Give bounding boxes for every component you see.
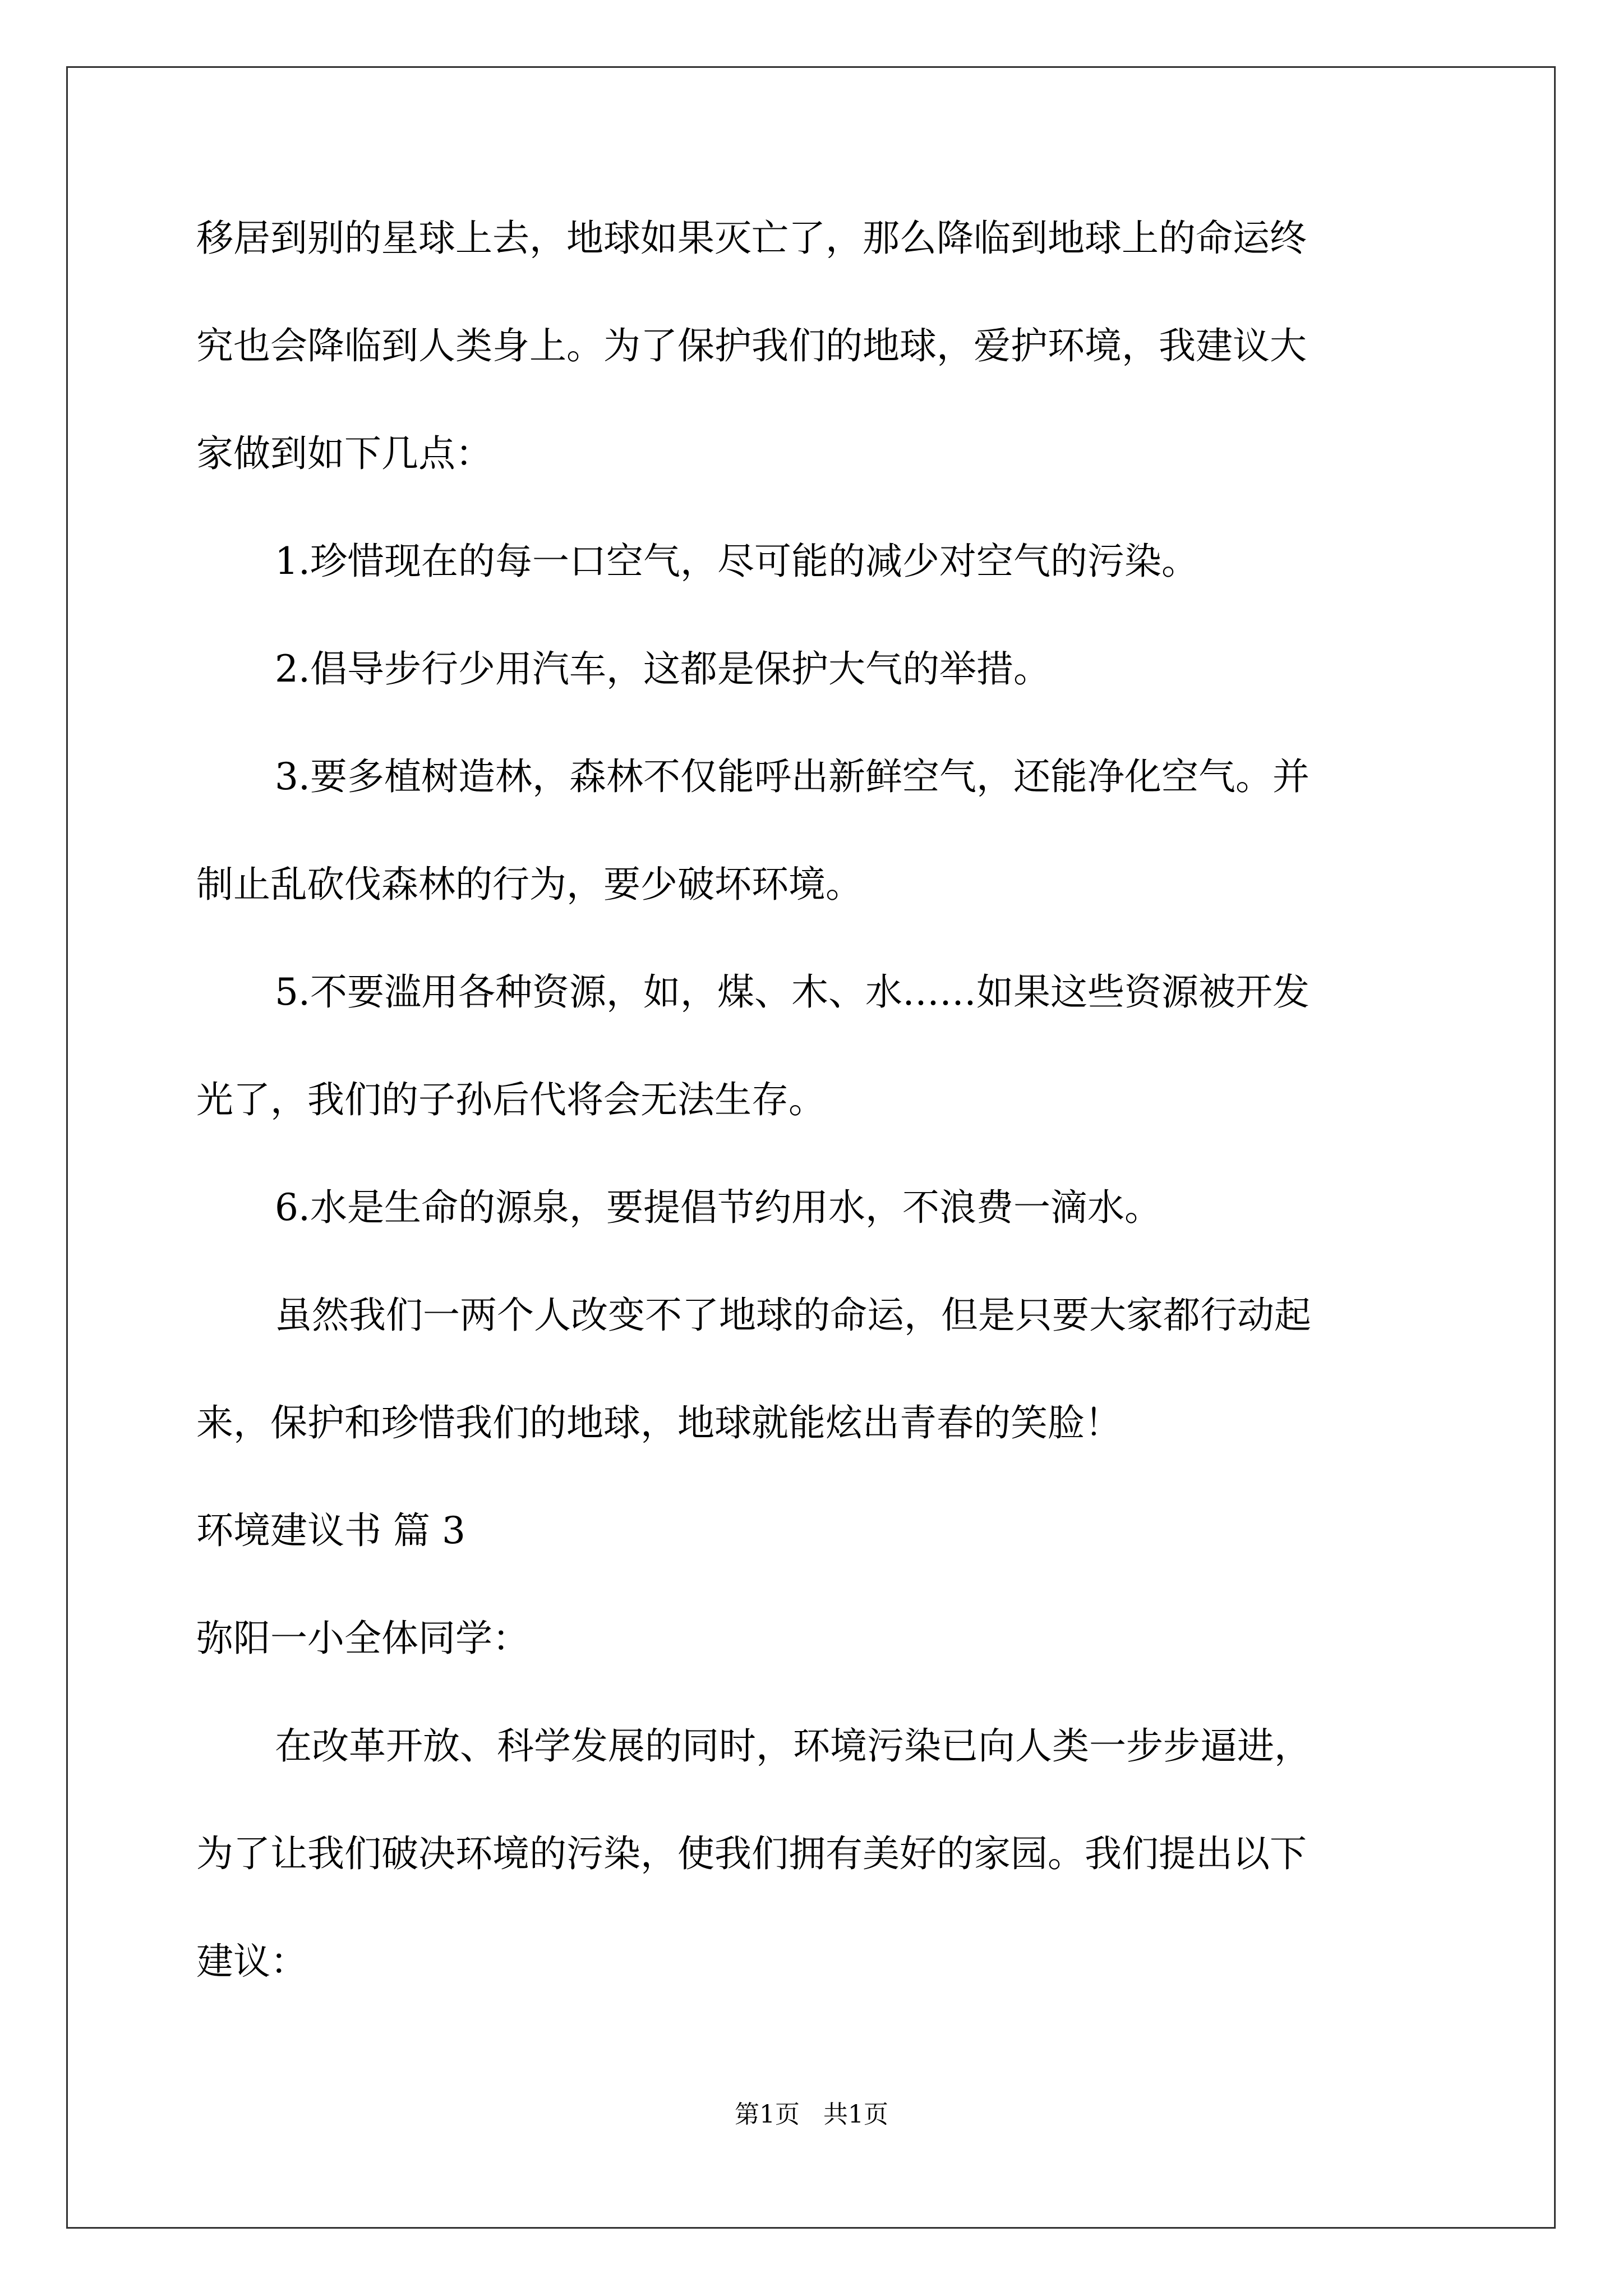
page-border	[66, 66, 1556, 2229]
list-item: 2.倡导步行少用汽车，这都是保护大气的举措。	[275, 647, 1050, 691]
list-item: 1.珍惜现在的每一口空气，尽可能的减少对空气的污染。	[275, 540, 1198, 583]
salutation: 弥阳一小全体同学：	[196, 1617, 529, 1660]
text-line: 制止乱砍伐森林的行为，要少破坏环境。	[196, 863, 863, 906]
list-item: 5.不要滥用各种资源，如，煤、木、水……如果这些资源被开发	[275, 970, 1310, 1014]
text-line: 家做到如下几点：	[196, 432, 492, 475]
text-line: 移居到别的星球上去，地球如果灭亡了，那么降临到地球上的命运终	[196, 217, 1307, 260]
text-line: 究也会降临到人类身上。为了保护我们的地球，爱护环境，我建议大	[196, 324, 1307, 367]
section-heading: 环境建议书 篇 3	[196, 1509, 465, 1552]
text-line: 建议：	[196, 1940, 307, 1983]
list-item: 3.要多植树造林，森林不仅能呼出新鲜空气，还能净化空气。并	[275, 755, 1310, 798]
text-line: 光了，我们的子孙后代将会无法生存。	[196, 1078, 826, 1121]
text-line: 为了让我们破决环境的污染，使我们拥有美好的家园。我们提出以下	[196, 1832, 1307, 1875]
page-number-footer: 第1页 共1页	[735, 2100, 888, 2129]
text-line: 来，保护和珍惜我们的地球，地球就能炫出青春的笑脸！	[196, 1401, 1122, 1444]
paragraph-line: 虽然我们一两个人改变不了地球的命运，但是只要大家都行动起	[275, 1294, 1311, 1337]
paragraph-line: 在改革开放、科学发展的同时，环境污染已向人类一步步逼进，	[275, 1724, 1311, 1768]
list-item: 6.水是生命的源泉，要提倡节约用水，不浪费一滴水。	[275, 1186, 1161, 1229]
